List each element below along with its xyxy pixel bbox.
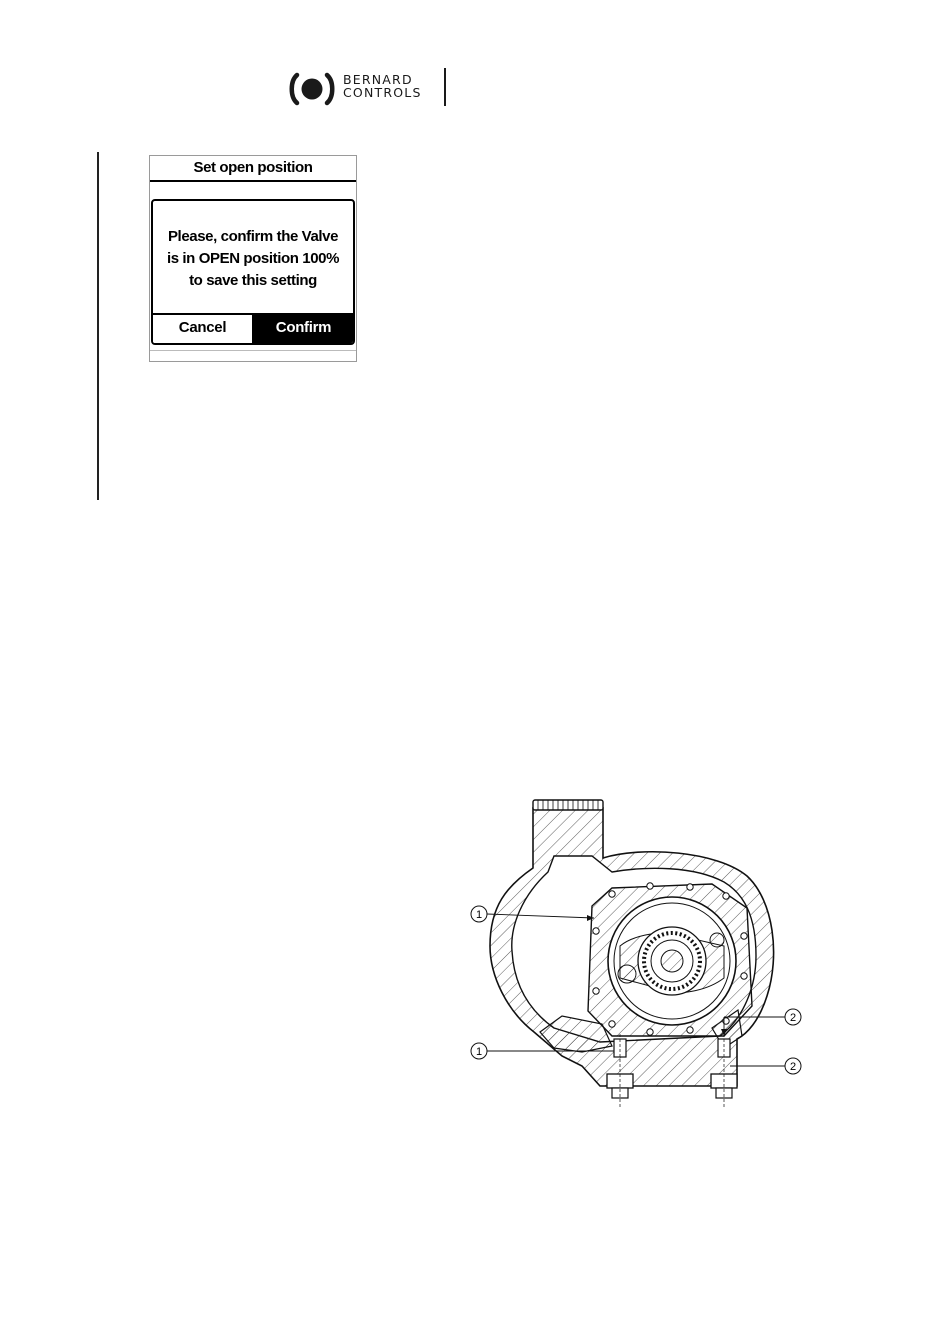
margin-change-bar xyxy=(97,152,99,500)
bernard-controls-logo xyxy=(288,70,478,110)
callout-label: 2 xyxy=(789,1012,797,1024)
screen-bottom-divider xyxy=(150,350,356,351)
dialog-message: Please, confirm the Valve is in OPEN position 100% to save this setting xyxy=(166,228,340,289)
device-screen xyxy=(149,155,357,362)
callout-2-lower xyxy=(730,1058,801,1074)
central-bearing xyxy=(608,897,736,1025)
logo-wordmark xyxy=(343,73,422,99)
logo-mark-icon xyxy=(288,72,336,106)
callout-label: 2 xyxy=(789,1061,797,1073)
callout-label: 1 xyxy=(475,909,483,921)
cancel-button[interactable]: Cancel xyxy=(153,315,254,343)
callout-label: 1 xyxy=(475,1046,483,1058)
confirm-button[interactable]: Confirm xyxy=(254,315,353,343)
confirm-dialog xyxy=(151,199,355,345)
logo-line-2: CONTROLS xyxy=(343,85,422,100)
actuator-cross-section-drawing xyxy=(462,796,812,1112)
logo-line-1: BERNARD xyxy=(343,72,413,87)
header-divider xyxy=(444,68,446,106)
dialog-button-row xyxy=(153,313,353,343)
screen-title: Set open position xyxy=(193,159,313,176)
top-cap xyxy=(533,800,603,810)
title-divider xyxy=(150,180,356,182)
